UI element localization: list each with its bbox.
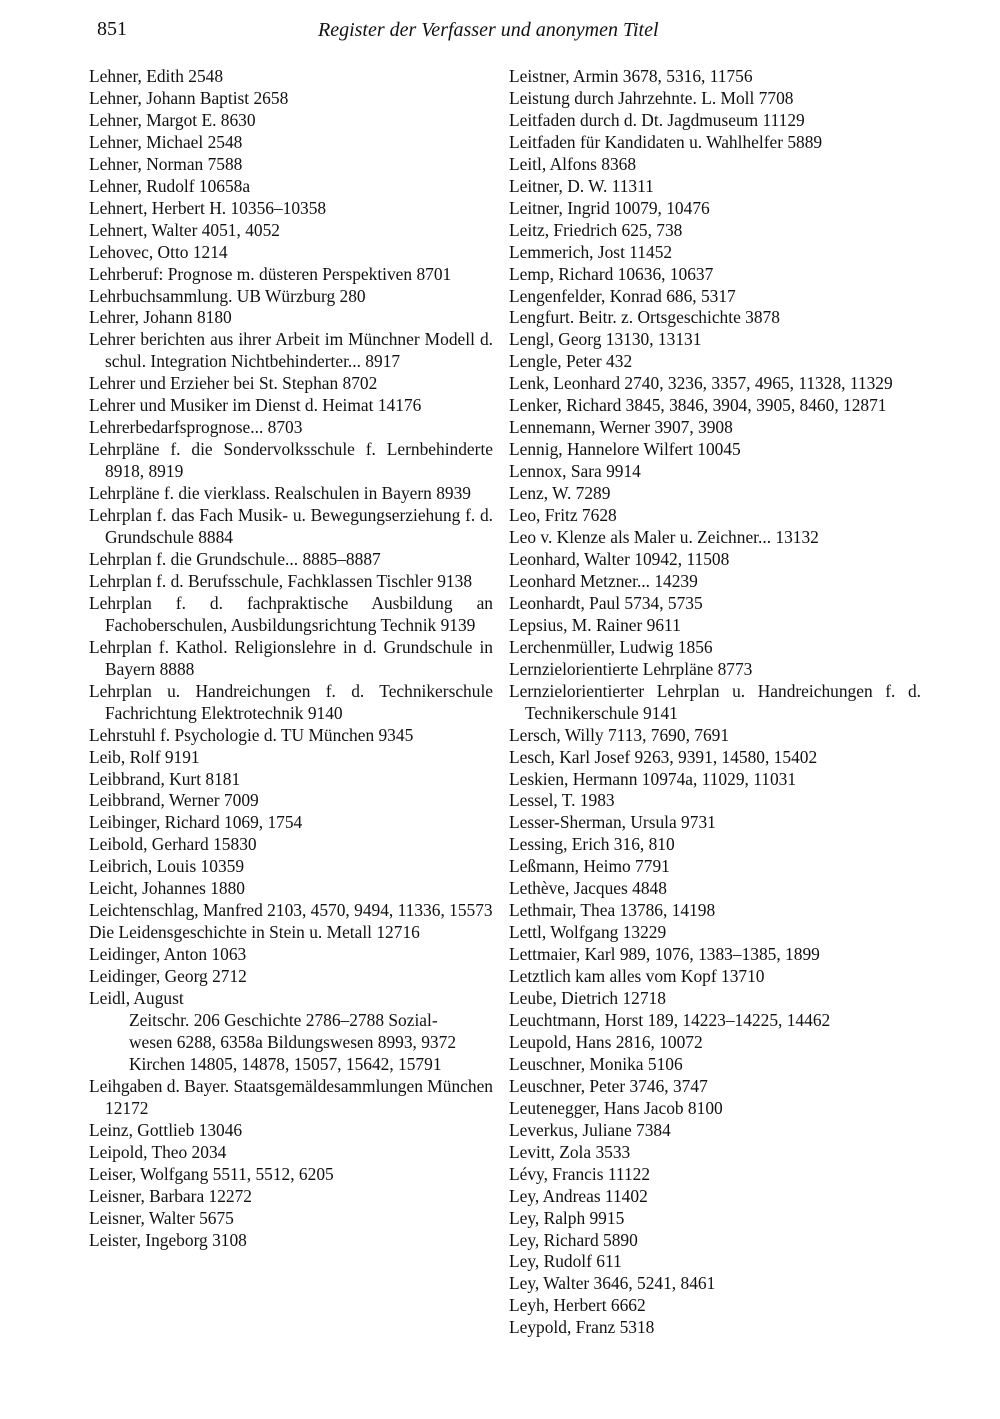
index-entry-line: Leiser, Wolfgang 5511, 5512, 6205 [89, 1163, 334, 1184]
index-entry-line: Levitt, Zola 3533 [509, 1141, 631, 1162]
index-entry-line: Lehnert, Herbert H. 10356–10358 [89, 197, 327, 218]
index-entry-line: Leisner, Barbara 12272 [89, 1185, 253, 1206]
index-entry-line: Leonhard, Walter 10942, 11508 [509, 548, 730, 569]
index-entry [509, 1142, 921, 1164]
index-entry [509, 1230, 921, 1252]
index-entry [89, 549, 493, 571]
index-entry: Lehrplan u. Handreichungen f. d. Technikerschule Fachrichtung Elektrotechnik 9140 [89, 680, 493, 723]
index-subentry-line: Zeitschr. 206 Geschichte 2786–2788 Sozial- [129, 1009, 438, 1030]
index-entry-line: Lethmair, Thea 13786, 14198 [509, 900, 716, 921]
index-entry [89, 834, 493, 856]
index-entry [89, 1120, 493, 1142]
index-entry [509, 1208, 921, 1230]
index-column-left [89, 66, 493, 1251]
index-entry-line: Leidinger, Anton 1063 [89, 944, 247, 965]
index-entry-line: Leibbrand, Kurt 8181 [89, 768, 241, 789]
index-entry-line: Lettl, Wolfgang 13229 [509, 922, 667, 943]
index-entry-line: Leo v. Klenze als Maler u. Zeichner... 13132 [509, 527, 819, 548]
index-entry [89, 856, 493, 878]
index-entry [509, 856, 921, 878]
index-entry [89, 922, 493, 944]
index-entry [89, 154, 493, 176]
index-entry [509, 1295, 921, 1317]
index-entry-line: Ley, Walter 3646, 5241, 8461 [509, 1273, 716, 1294]
index-entry: Lehrer berichten aus ihrer Arbeit im Münchner Modell d. schul. Integration Nichtbehinderter... 8917 [89, 329, 493, 372]
index-entry [89, 966, 493, 988]
index-entry [509, 944, 921, 966]
index-entry-line: Lennemann, Werner 3907, 3908 [509, 417, 733, 438]
index-entry-line: Leyh, Herbert 6662 [509, 1295, 646, 1316]
index-entry [509, 329, 921, 351]
index-entry-line: Leibbrand, Werner 7009 [89, 790, 259, 811]
index-entry-line: Leicht, Johannes 1880 [89, 878, 245, 899]
index-entry-line: Leidl, August [89, 988, 184, 1009]
index-entry [509, 132, 921, 154]
index-entry [89, 790, 493, 812]
index-entry-line: Ley, Richard 5890 [509, 1229, 638, 1250]
index-entry-line: Lengle, Peter 432 [509, 351, 633, 372]
index-entry: Lehrplan f. Kathol. Religionslehre in d. Grundschule in Bayern 8888 [89, 636, 493, 679]
index-entry: Lehrplan f. d. fachpraktische Ausbildung an Fachoberschulen, Ausbildungsrichtung Technik 9139 [89, 592, 493, 635]
index-entry-line: Lehrer, Johann 8180 [89, 307, 232, 328]
index-entry-line: Leuschner, Peter 3746, 3747 [509, 1075, 708, 1096]
index-entry [89, 769, 493, 791]
index-entry-line: Letztlich kam alles vom Kopf 13710 [509, 966, 765, 987]
index-entry [509, 1032, 921, 1054]
index-entry [509, 351, 921, 373]
index-entry [509, 1273, 921, 1295]
index-entry [509, 439, 921, 461]
index-entry [509, 900, 921, 922]
index-entry-line: Leßmann, Heimo 7791 [509, 856, 670, 877]
index-entry [509, 527, 921, 549]
index-entry [89, 1164, 493, 1186]
index-entry-line: Leitz, Friedrich 625, 738 [509, 219, 683, 240]
index-entry-line: Leube, Dietrich 12718 [509, 988, 666, 1009]
index-entry-line: Leverkus, Juliane 7384 [509, 1119, 671, 1140]
index-entry: Lenker, Richard 3845, 3846, 3904, 3905, 8460, 12871 [509, 395, 887, 416]
index-entry [509, 966, 921, 988]
index-entry [89, 1186, 493, 1208]
index-entry-line: Leipold, Theo 2034 [89, 1141, 227, 1162]
index-entry-line: Lenz, W. 7289 [509, 483, 611, 504]
index-entry-line: Ley, Andreas 11402 [509, 1185, 648, 1206]
index-entry-line: Leitfaden für Kandidaten u. Wahlhelfer 5889 [509, 131, 823, 152]
index-entry-line: Lehrbuchsammlung. UB Würzburg 280 [89, 285, 366, 306]
index-entry [509, 1076, 921, 1098]
index-entry [89, 725, 493, 747]
index-entry: Lehrplan f. das Fach Musik- u. Bewegungserziehung f. d. Grundschule 8884 [89, 505, 493, 548]
index-entry [509, 1317, 921, 1339]
index-entry-line: Lettmaier, Karl 989, 1076, 1383–1385, 1899 [509, 944, 820, 965]
index-entry [509, 286, 921, 308]
index-entry-line: Leinz, Gottlieb 13046 [89, 1119, 243, 1140]
index-entry-line: Leonhard Metzner... 14239 [509, 570, 698, 591]
index-entry [89, 307, 493, 329]
index-entry [509, 637, 921, 659]
index-entry-line: Leisner, Walter 5675 [89, 1207, 234, 1228]
index-entry [89, 1230, 493, 1252]
index-entry [509, 769, 921, 791]
index-entry [89, 176, 493, 198]
index-entry [89, 110, 493, 132]
index-entry [89, 395, 493, 417]
index-entry [509, 198, 921, 220]
index-entry-line: Leidinger, Georg 2712 [89, 966, 247, 987]
index-entry [89, 1142, 493, 1164]
index-entry-line: Lesch, Karl Josef 9263, 9391, 14580, 15402 [509, 746, 818, 767]
index-entry-line: Lersch, Willy 7113, 7690, 7691 [509, 724, 730, 745]
index-entry [509, 1098, 921, 1120]
index-entry-line: Lengl, Georg 13130, 13131 [509, 329, 702, 350]
index-subentry-line: wesen 6288, 6358a Bildungswesen 8993, 9372 [129, 1031, 457, 1052]
index-entry-line: Leistung durch Jahrzehnte. L. Moll 7708 [509, 87, 794, 108]
index-entry-line: Lévy, Francis 11122 [509, 1163, 651, 1184]
index-entry [89, 373, 493, 395]
index-entry-line: Leitfaden durch d. Dt. Jagdmuseum 11129 [509, 109, 805, 130]
index-entry-line: Ley, Ralph 9915 [509, 1207, 625, 1228]
index-entry: Lenk, Leonhard 2740, 3236, 3357, 4965, 11328, 11329 [509, 373, 893, 394]
index-entry [509, 747, 921, 769]
index-entry-line: Lehovec, Otto 1214 [89, 241, 228, 262]
index-entry-line: Lehner, Michael 2548 [89, 131, 243, 152]
index-entry [509, 1186, 921, 1208]
index-subentry-line: Kirchen 14805, 14878, 15057, 15642, 15791 [129, 1053, 442, 1074]
index-entry-line: Leutenegger, Hans Jacob 8100 [509, 1097, 723, 1118]
index-entry-line: Leitl, Alfons 8368 [509, 153, 637, 174]
index-entry-line: Leitner, D. W. 11311 [509, 175, 654, 196]
index-entry [509, 1054, 921, 1076]
index-entry [509, 154, 921, 176]
index-entry-line: Lehrer und Erzieher bei St. Stephan 8702 [89, 373, 378, 394]
index-entry-line: Lehrplan f. die Grundschule... 8885–8887 [89, 548, 381, 569]
index-entry-line: Lepsius, M. Rainer 9611 [509, 614, 681, 635]
index-entry [89, 417, 493, 439]
index-entry-line: Leuschner, Monika 5106 [509, 1053, 683, 1074]
index-entry [89, 988, 493, 1076]
index-entry [509, 66, 921, 88]
index-entry [509, 307, 921, 329]
index-entry-line: Leonhardt, Paul 5734, 5735 [509, 592, 703, 613]
page-number: 851 [97, 18, 127, 40]
index-entry [509, 790, 921, 812]
index-entry: Lehrberuf: Prognose m. düsteren Perspektiven 8701 [89, 263, 452, 284]
index-entry-line: Lehrer und Musiker im Dienst d. Heimat 14176 [89, 395, 422, 416]
index-entry [509, 988, 921, 1010]
index-column-right [509, 66, 921, 1339]
index-entry-line: Ley, Rudolf 611 [509, 1251, 622, 1272]
index-entry: Lehrpläne f. die vierklass. Realschulen in Bayern 8939 [89, 483, 471, 504]
index-entry [89, 1208, 493, 1230]
index-entry [89, 66, 493, 88]
index-entry-line: Lessing, Erich 316, 810 [509, 834, 675, 855]
index-entry [509, 571, 921, 593]
index-entry [509, 176, 921, 198]
index-entry [509, 483, 921, 505]
index-entry-line: Lemp, Richard 10636, 10637 [509, 263, 714, 284]
index-entry [89, 944, 493, 966]
index-entry-line: Lengfurt. Beitr. z. Ortsgeschichte 3878 [509, 307, 780, 328]
index-entry [509, 88, 921, 110]
index-entry [509, 878, 921, 900]
index-entry-line: Leibrich, Louis 10359 [89, 856, 245, 877]
index-entry [89, 242, 493, 264]
index-entry [89, 132, 493, 154]
index-entry-line: Leitner, Ingrid 10079, 10476 [509, 197, 710, 218]
index-entry [89, 812, 493, 834]
index-entry [89, 88, 493, 110]
index-entry-line: Lehner, Edith 2548 [89, 66, 224, 86]
index-entry-line: Lesser-Sherman, Ursula 9731 [509, 812, 716, 833]
index-entry [509, 1251, 921, 1273]
index-entry-line: Lennig, Hannelore Wilfert 10045 [509, 439, 741, 460]
index-entry-line: Lehner, Norman 7588 [89, 153, 243, 174]
index-entry [509, 264, 921, 286]
running-head: Register der Verfasser und anonymen Titel [318, 19, 659, 41]
index-entry [89, 220, 493, 242]
index-entry-line: Leo, Fritz 7628 [509, 505, 617, 526]
index-entry-line: Lengenfelder, Konrad 686, 5317 [509, 285, 736, 306]
index-entry [509, 220, 921, 242]
index-entry [509, 593, 921, 615]
index-entry-line: Lehrstuhl f. Psychologie d. TU München 9345 [89, 724, 414, 745]
index-entry-line: Lehner, Johann Baptist 2658 [89, 87, 289, 108]
index-entry: Lernzielorientierter Lehrplan u. Handreichungen f. d. Technikerschule 9141 [509, 680, 921, 723]
index-entry-line: Lemmerich, Jost 11452 [509, 241, 673, 262]
index-entry-line: Lerchenmüller, Ludwig 1856 [509, 636, 713, 657]
index-entry-line: Leistner, Armin 3678, 5316, 11756 [509, 66, 753, 86]
index-entry: Lehrpläne f. die Sondervolksschule f. Lernbehinderte 8918, 8919 [89, 439, 493, 482]
index-entry-line: Lehrerbedarfsprognose... 8703 [89, 417, 303, 438]
index-entry: Lehrplan f. d. Berufsschule, Fachklassen Tischler 9138 [89, 570, 473, 591]
index-entry [89, 198, 493, 220]
index-entry [509, 812, 921, 834]
index-entry-line: Die Leidensgeschichte in Stein u. Metall 12716 [89, 922, 420, 943]
index-entry [509, 461, 921, 483]
index-entry [509, 922, 921, 944]
index-entry-line: Lehner, Margot E. 8630 [89, 109, 256, 130]
index-entry-line: Lernzielorientierte Lehrpläne 8773 [509, 658, 753, 679]
index-entry-line: Leister, Ingeborg 3108 [89, 1229, 247, 1250]
index-entry: Leihgaben d. Bayer. Staatsgemäldesammlungen München 12172 [89, 1075, 493, 1118]
index-entry [89, 878, 493, 900]
index-entry [509, 615, 921, 637]
index-entry [89, 747, 493, 769]
index-entry [509, 1120, 921, 1142]
index-entry [509, 659, 921, 681]
index-entry-line: Lethève, Jacques 4848 [509, 878, 667, 899]
index-entry-line: Leibold, Gerhard 15830 [89, 834, 257, 855]
index-entry-line: Lennox, Sara 9914 [509, 461, 641, 482]
index-entry [509, 549, 921, 571]
index-entry: Leichtenschlag, Manfred 2103, 4570, 9494, 11336, 15573 [89, 900, 493, 921]
index-entry-line: Leib, Rolf 9191 [89, 746, 200, 767]
index-entry [509, 417, 921, 439]
index-entry [509, 834, 921, 856]
index-entry [509, 110, 921, 132]
index-entry [509, 242, 921, 264]
index-entry-line: Leskien, Hermann 10974a, 11029, 11031 [509, 768, 797, 789]
index-entry [89, 286, 493, 308]
index-entry [509, 1164, 921, 1186]
index-entry-line: Leypold, Franz 5318 [509, 1317, 655, 1338]
index-entry [509, 725, 921, 747]
index-entry-line: Lessel, T. 1983 [509, 790, 615, 811]
index-entry [509, 1010, 921, 1032]
index-entry-line: Lehner, Rudolf 10658a [89, 175, 251, 196]
index-entry-line: Leibinger, Richard 1069, 1754 [89, 812, 303, 833]
index-entry-line: Leupold, Hans 2816, 10072 [509, 1031, 703, 1052]
index-entry [509, 505, 921, 527]
index-entry-line: Lehnert, Walter 4051, 4052 [89, 219, 280, 240]
index-entry-line: Leuchtmann, Horst 189, 14223–14225, 14462 [509, 1009, 831, 1030]
